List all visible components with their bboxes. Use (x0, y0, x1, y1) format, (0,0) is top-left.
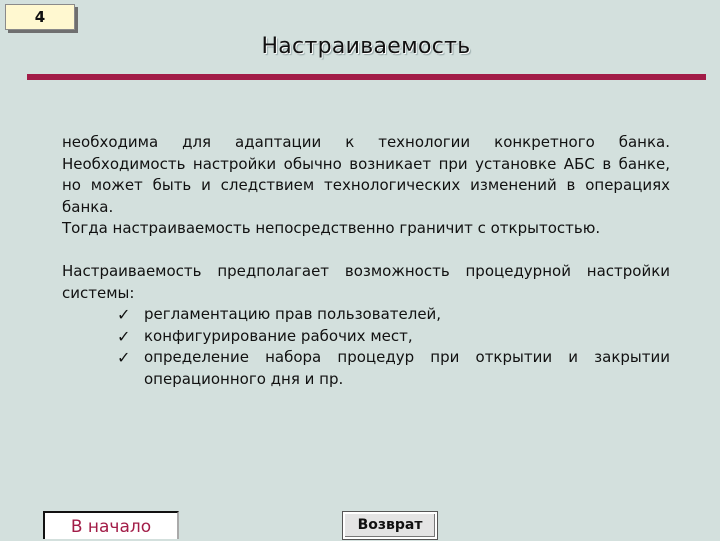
checkmark-icon: ✓ (117, 326, 131, 346)
slide-number-badge: 4 (5, 4, 75, 30)
checkmark-icon: ✓ (117, 348, 131, 367)
paragraph-2: Тогда настраиваемость непосредственно граничит с открытостью. (62, 219, 601, 237)
list-item (117, 304, 670, 326)
list-item-text: определение набора процедур при открытии и закрытии операционного дня и пр. (144, 348, 670, 388)
list-item (117, 347, 670, 390)
list-item (117, 326, 670, 348)
back-button[interactable]: Возврат (343, 512, 437, 539)
list-item-text: регламентацию прав пользователей, (144, 305, 442, 323)
checkmark-icon: ✓ (117, 305, 131, 324)
bullet-list (62, 304, 670, 390)
title-divider (27, 74, 706, 80)
paragraph-1: необходима для адаптации к технологии конкретного банка. Необходимость настройки обычно возникает при установке АБС в банке, но может быть и следствием технологических изменений в операциях банка. (62, 133, 670, 216)
slide-body (62, 132, 670, 390)
home-button[interactable]: В начало (43, 511, 179, 539)
slide-title: Настраиваемость (261, 34, 471, 59)
list-item-text: конфигурирование рабочих мест, (144, 326, 413, 345)
paragraph-3: Настраиваемость предполагает возможность процедурной настройки системы: (62, 262, 670, 302)
